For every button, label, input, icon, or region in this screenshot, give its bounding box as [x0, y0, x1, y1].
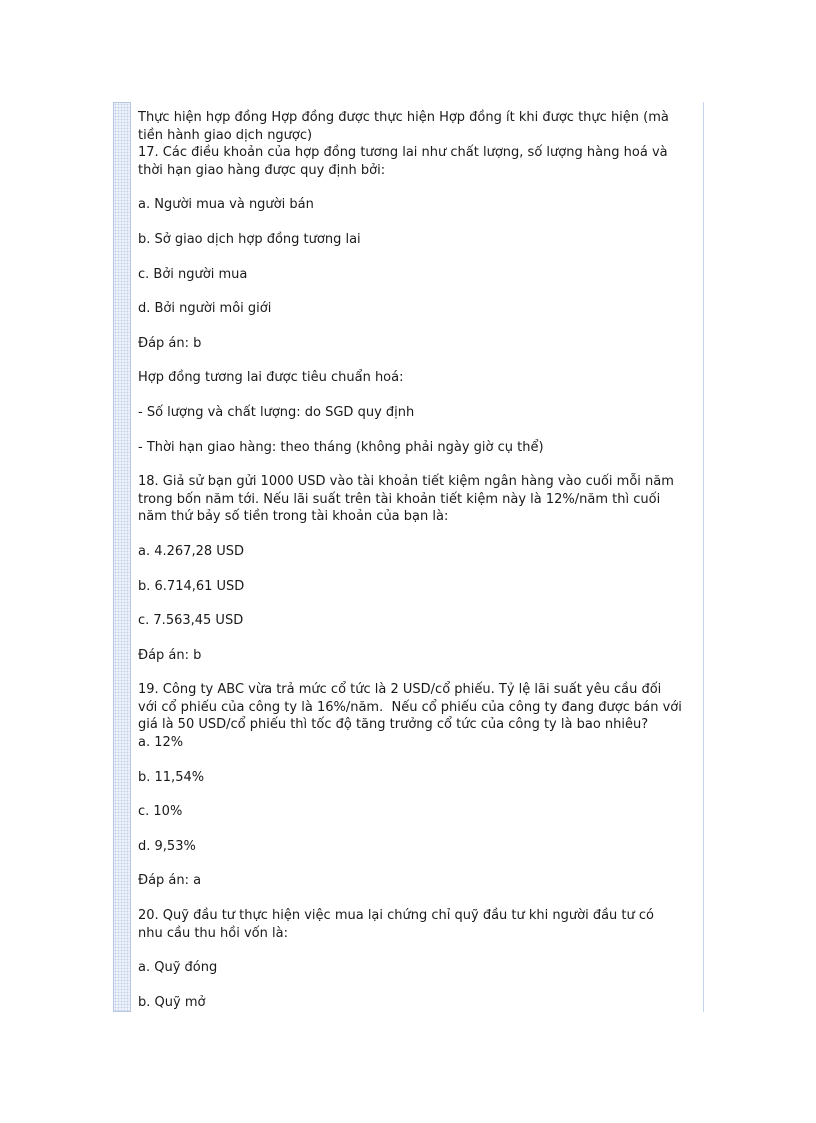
intro-line: Thực hiện hợp đồng Hợp đồng được thực hiện Hợp đồng ít khi được thực hiện (mà [138, 110, 669, 125]
question-17-explanation: - Số lượng và chất lượng: do SGD quy định [138, 404, 415, 420]
question-18-answer: Đáp án: b [138, 647, 202, 663]
question-19-option-d: d. 9,53% [138, 838, 196, 854]
question-18-text: năm thứ bảy số tiền trong tài khoản của bạn là: [138, 509, 449, 525]
left-margin-strip [113, 102, 131, 1012]
right-border-line [703, 102, 704, 1012]
document-content [138, 109, 700, 1011]
question-20-option-b: b. Quỹ mở [138, 994, 206, 1010]
question-17-text: thời hạn giao hàng được quy định bởi: [138, 162, 386, 178]
question-19-answer: Đáp án: a [138, 873, 202, 889]
question-19-text: 19. Công ty ABC vừa trả mức cổ tức là 2 USD/cổ phiếu. Tỷ lệ lãi suất yêu cầu đối [138, 682, 662, 698]
question-17-option-b: b. Sở giao dịch hợp đồng tương lai [138, 231, 361, 247]
question-17-option-c: c. Bởi người mua [138, 266, 248, 282]
question-17-text: 17. Các điều khoản của hợp đồng tương lai như chất lượng, số lượng hàng hoá và [138, 145, 668, 161]
question-20-text: 20. Quỹ đầu tư thực hiện việc mua lại chứng chỉ quỹ đầu tư khi người đầu tư có [138, 908, 655, 924]
question-19-text: với cổ phiếu của công ty là 16%/năm. Nếu cổ phiếu của công ty đang được bán với [138, 699, 682, 715]
question-19-option-a: a. 12% [138, 735, 184, 751]
question-19-option-c: c. 10% [138, 804, 183, 820]
intro-line: tiền hành giao dịch ngược) [138, 127, 313, 143]
question-18-option-b: b. 6.714,61 USD [138, 578, 245, 594]
question-17-option-d: d. Bởi người môi giới [138, 301, 272, 317]
question-17-explanation: Hợp đồng tương lai được tiêu chuẩn hoá: [138, 370, 404, 386]
question-18-text: trong bốn năm tới. Nếu lãi suất trên tài khoản tiết kiệm này là 12%/năm thì cuối [138, 491, 661, 507]
question-20-text: nhu cầu thu hồi vốn là: [138, 925, 288, 941]
question-18-option-a: a. 4.267,28 USD [138, 543, 245, 559]
question-17-explanation: - Thời hạn giao hàng: theo tháng (không phải ngày giờ cụ thể) [138, 439, 544, 455]
question-17-option-a: a. Người mua và người bán [138, 197, 314, 213]
question-19-option-b: b. 11,54% [138, 769, 205, 785]
document-frame [113, 102, 704, 1012]
question-18-text: 18. Giả sử bạn gửi 1000 USD vào tài khoản tiết kiệm ngân hàng vào cuối mỗi năm [138, 474, 674, 490]
question-19-text: giá là 50 USD/cổ phiếu thì tốc độ tăng trưởng cổ tức của công ty là bao nhiêu? [138, 717, 649, 733]
question-18-option-c: c. 7.563,45 USD [138, 613, 244, 629]
question-20-option-a: a. Quỹ đóng [138, 960, 218, 976]
question-17-answer: Đáp án: b [138, 335, 202, 351]
